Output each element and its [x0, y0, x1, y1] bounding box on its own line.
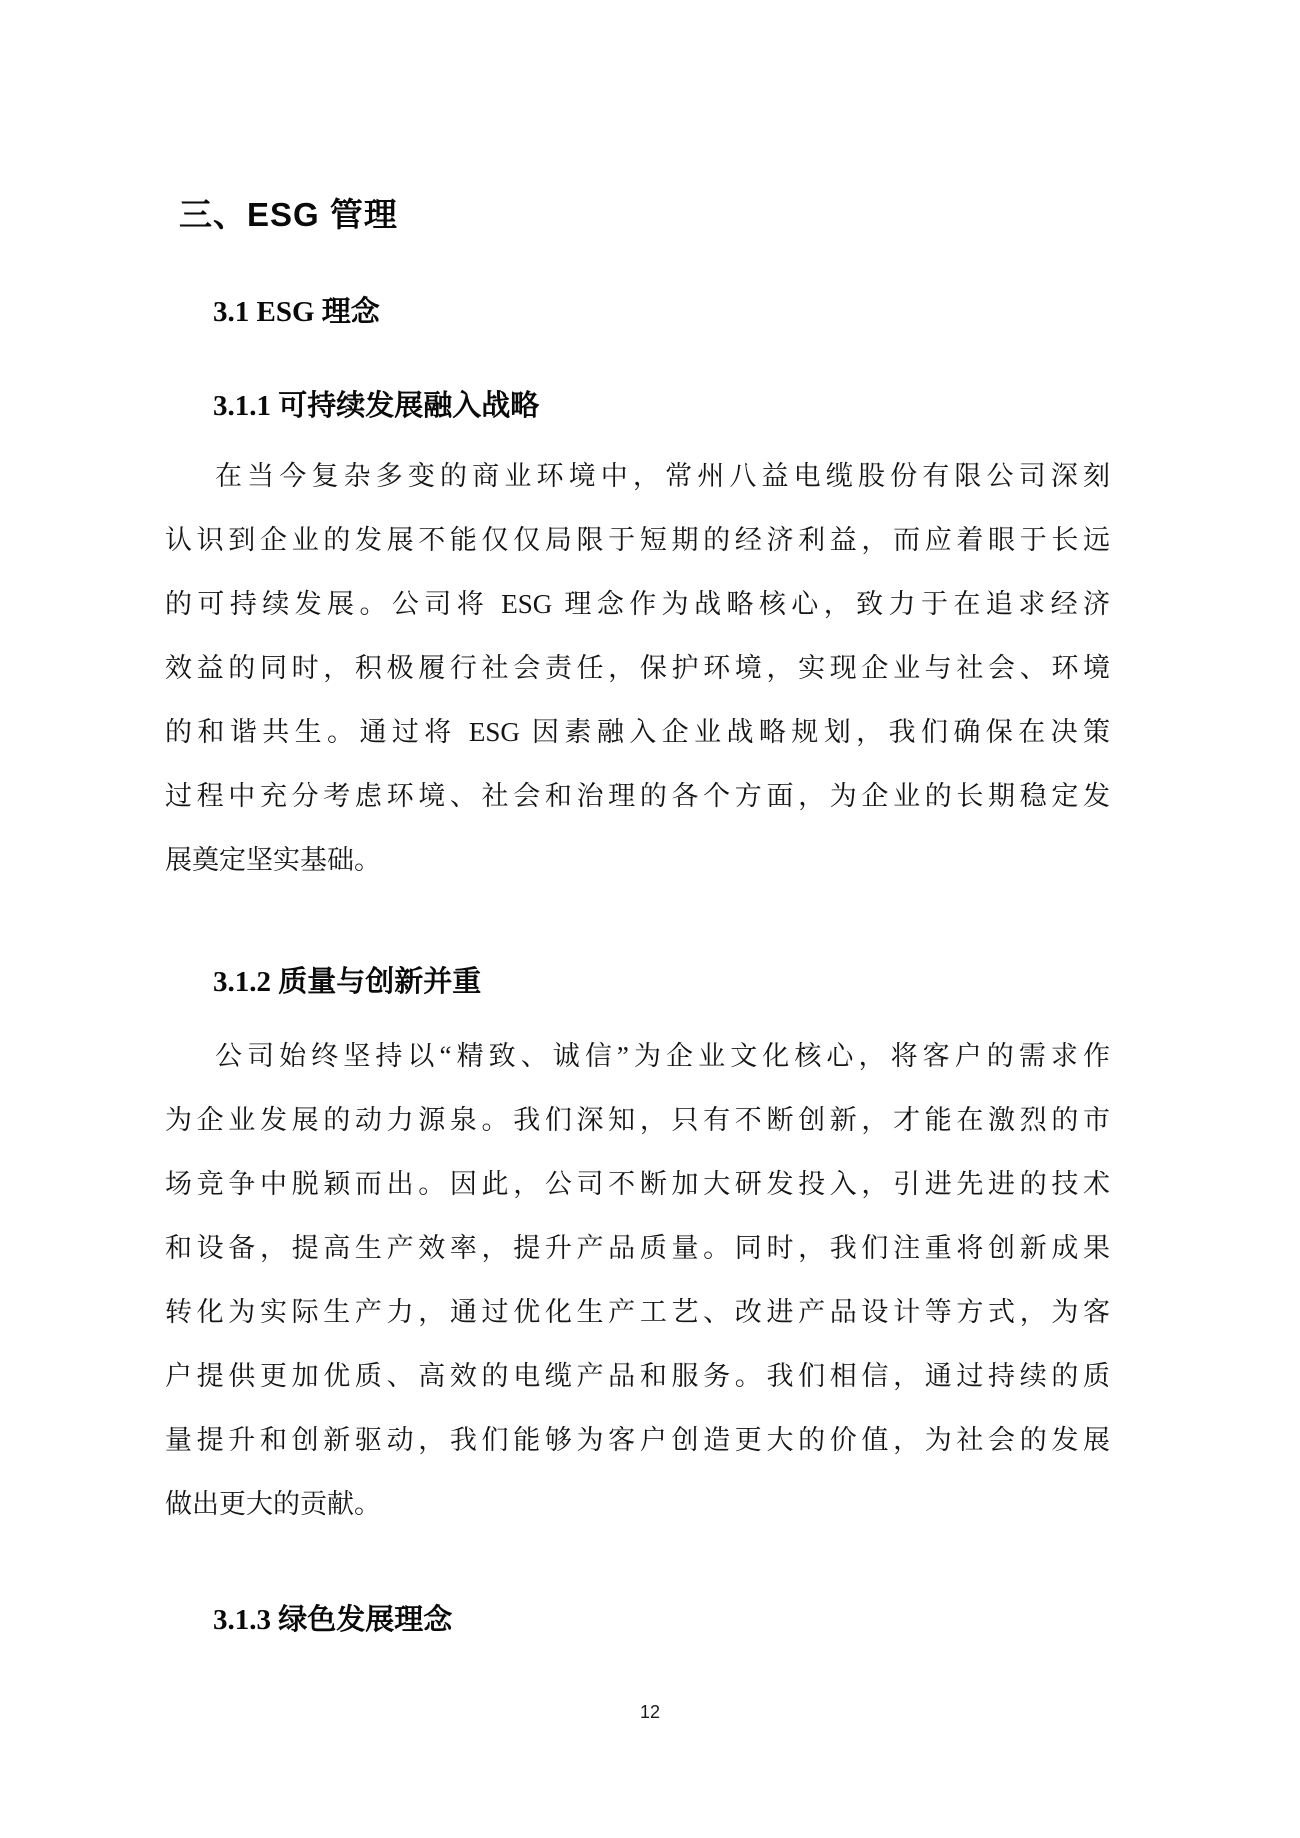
text-line: 量提升和创新驱动，我们能够为客户创造更大的价值，为社会的发展 — [165, 1425, 1110, 1455]
text-line: 效益的同时，积极履行社会责任，保护环境，实现企业与社会、环境 — [165, 653, 1110, 683]
text-line: 做出更大的贡献。 — [165, 1489, 381, 1519]
text-line: 转化为实际生产力，通过优化生产工艺、改进产品设计等方式，为客 — [165, 1297, 1110, 1327]
subsection-heading-3-1-2: 3.1.2 质量与创新并重 — [213, 966, 482, 998]
subsection-heading-3-1-1: 3.1.1 可持续发展融入战略 — [213, 390, 540, 422]
paragraph-3-1-1 — [165, 444, 1110, 892]
text-line: 展奠定坚实基础。 — [165, 845, 381, 875]
text-line: 过程中充分考虑环境、社会和治理的各个方面，为企业的长期稳定发 — [165, 781, 1110, 811]
text-line: 的可持续发展。公司将 ESG 理念作为战略核心，致力于在追求经济 — [165, 589, 1110, 619]
text-line: 为企业发展的动力源泉。我们深知，只有不断创新，才能在激烈的市 — [165, 1105, 1110, 1135]
text-line: 在当今复杂多变的商业环境中，常州八益电缆股份有限公司深刻 — [215, 461, 1110, 491]
section-heading-3-1: 3.1 ESG 理念 — [213, 296, 380, 328]
text-line: 和设备，提高生产效率，提升产品质量。同时，我们注重将创新成果 — [165, 1233, 1110, 1263]
document-content — [165, 0, 1110, 1638]
text-line: 公司始终坚持以“精致、诚信”为企业文化核心，将客户的需求作 — [215, 1041, 1110, 1071]
text-line: 的和谐共生。通过将 ESG 因素融入企业战略规划，我们确保在决策 — [165, 717, 1110, 747]
page-number: 12 — [639, 1702, 661, 1722]
subsection-heading-3-1-3: 3.1.3 绿色发展理念 — [213, 1604, 453, 1636]
paragraph-3-1-2 — [165, 1024, 1110, 1536]
text-line: 户提供更加优质、高效的电缆产品和服务。我们相信，通过持续的质 — [165, 1361, 1110, 1391]
chapter-heading: 三、ESG 管理 — [179, 196, 398, 233]
text-line: 场竞争中脱颖而出。因此，公司不断加大研发投入，引进先进的技术 — [165, 1169, 1110, 1199]
text-line: 认识到企业的发展不能仅仅局限于短期的经济利益，而应着眼于长远 — [165, 525, 1110, 555]
